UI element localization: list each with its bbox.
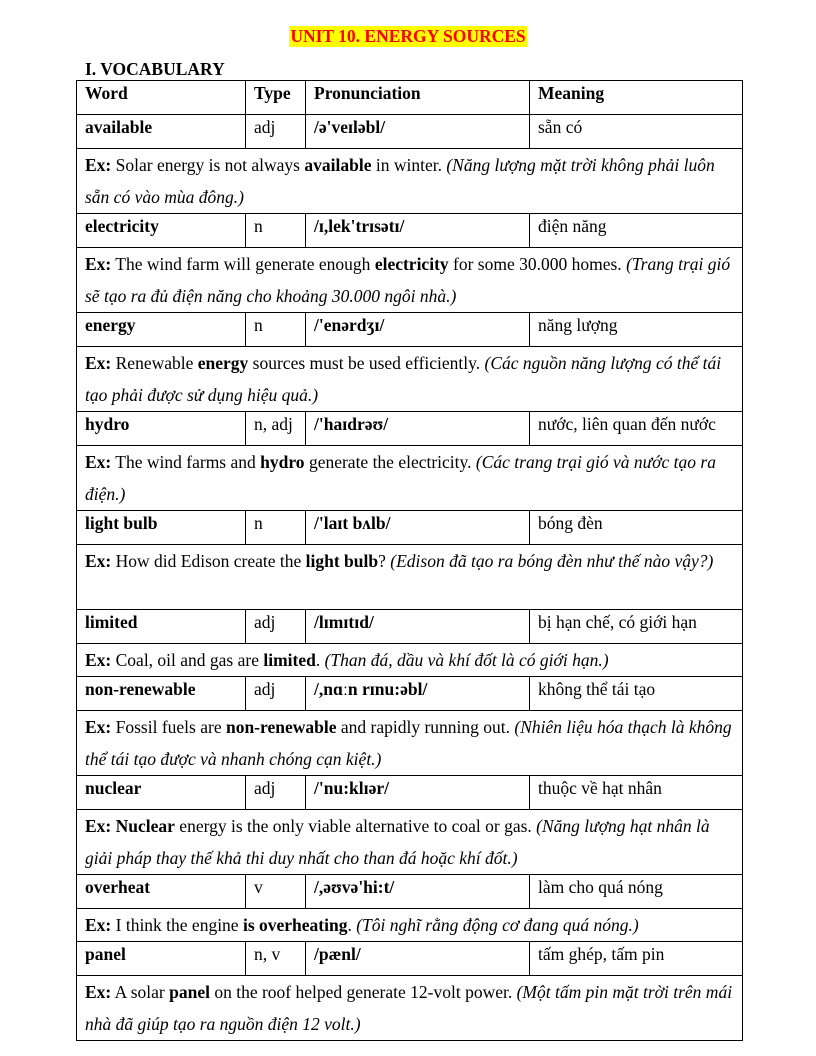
vocab-row xyxy=(77,677,743,711)
vocab-row xyxy=(77,214,743,248)
example-text: . xyxy=(347,915,357,935)
example-row xyxy=(77,810,743,875)
vocab-row xyxy=(77,115,743,149)
example-translation: (Các trang trại gió và nước tạo ra điện.) xyxy=(85,452,716,504)
header-word: Word xyxy=(77,81,246,115)
example-text: sources must be used efficiently. xyxy=(248,353,485,373)
vocab-pronunciation: /,nɑːn rɪnu:əbl/ xyxy=(306,677,530,711)
example-text: ? xyxy=(378,551,391,571)
header-pronunciation: Pronunciation xyxy=(306,81,530,115)
example-translation: (Năng lượng mặt trời không phải luôn sẵn có vào mùa đông.) xyxy=(85,155,715,207)
example-label: Ex: xyxy=(85,452,112,472)
example-translation: (Các nguồn năng lượng có thể tái tạo phải được sử dụng hiệu quả.) xyxy=(85,353,722,405)
example-label: Ex: xyxy=(85,155,112,175)
vocab-word: panel xyxy=(77,942,246,976)
example-keyword: available xyxy=(304,155,372,175)
example-label: Ex: xyxy=(85,254,112,274)
vocab-meaning: năng lượng xyxy=(530,313,743,347)
example-label: Ex: xyxy=(85,915,112,935)
vocab-pronunciation: /'enərdʒɪ/ xyxy=(306,313,530,347)
example-row xyxy=(77,976,743,1041)
vocab-meaning: sẵn có xyxy=(530,115,743,149)
example-text: generate the electricity. xyxy=(304,452,476,472)
example-text: energy is the only viable alternative to coal or gas. xyxy=(174,816,537,836)
header-meaning: Meaning xyxy=(530,81,743,115)
example-text: I think the engine xyxy=(111,915,243,935)
vocab-type: n xyxy=(246,511,306,545)
example-translation: (Một tấm pin mặt trời trên mái nhà đã giúp tạo ra nguồn điện 12 volt.) xyxy=(85,982,733,1034)
example-text: Coal, oil and gas are xyxy=(111,650,264,670)
vocab-word: non-renewable xyxy=(77,677,246,711)
example-keyword: non-renewable xyxy=(225,717,337,737)
example-translation: (Than đá, dầu và khí đốt là có giới hạn.) xyxy=(324,650,609,670)
example-sentence xyxy=(77,149,743,214)
example-text: on the roof helped generate 12-volt power. xyxy=(209,982,517,1002)
vocab-row xyxy=(77,942,743,976)
page-title: UNIT 10. ENERGY SOURCES xyxy=(290,26,526,46)
vocab-row xyxy=(77,875,743,909)
example-sentence xyxy=(77,976,743,1041)
vocab-meaning: thuộc về hạt nhân xyxy=(530,776,743,810)
vocab-pronunciation: /'nu:klɪər/ xyxy=(306,776,530,810)
example-keyword: hydro xyxy=(260,452,305,472)
example-row xyxy=(77,711,743,776)
example-label: Ex: xyxy=(85,816,112,836)
vocab-word: available xyxy=(77,115,246,149)
example-text: for some 30.000 homes. xyxy=(448,254,627,274)
vocab-word: overheat xyxy=(77,875,246,909)
vocab-type: n xyxy=(246,313,306,347)
example-keyword: electricity xyxy=(374,254,449,274)
vocab-type: n, v xyxy=(246,942,306,976)
vocab-type: adj xyxy=(246,776,306,810)
example-row xyxy=(77,149,743,214)
vocab-row xyxy=(77,511,743,545)
example-row xyxy=(77,644,743,677)
example-label: Ex: xyxy=(85,353,112,373)
vocab-row xyxy=(77,776,743,810)
vocab-meaning: không thể tái tạo xyxy=(530,677,743,711)
vocab-word: hydro xyxy=(77,412,246,446)
example-text: How did Edison create the xyxy=(111,551,306,571)
vocab-meaning: bóng đèn xyxy=(530,511,743,545)
example-keyword: is overheating xyxy=(242,915,348,935)
example-keyword: Nuclear xyxy=(115,816,175,836)
example-text: and rapidly running out. xyxy=(336,717,515,737)
example-label: Ex: xyxy=(85,551,112,571)
example-sentence xyxy=(77,644,743,677)
vocab-type: n xyxy=(246,214,306,248)
example-label: Ex: xyxy=(85,650,112,670)
example-row xyxy=(77,446,743,511)
vocab-pronunciation: /'laɪt bʌlb/ xyxy=(306,511,530,545)
example-translation: (Edison đã tạo ra bóng đèn như thế nào vậy?) xyxy=(390,551,714,571)
section-heading: I. VOCABULARY xyxy=(85,59,225,79)
vocab-pronunciation: /'haɪdrəʊ/ xyxy=(306,412,530,446)
vocab-type: adj xyxy=(246,115,306,149)
vocabulary-table xyxy=(76,80,743,1041)
vocab-meaning: nước, liên quan đến nước xyxy=(530,412,743,446)
vocab-word: light bulb xyxy=(77,511,246,545)
vocab-type: adj xyxy=(246,677,306,711)
example-text: The wind farm will generate enough xyxy=(111,254,375,274)
vocab-pronunciation: /ɪ,lek'trɪsətɪ/ xyxy=(306,214,530,248)
example-translation: (Năng lượng hạt nhân là giải pháp thay thế khả thi duy nhất cho than đá hoặc khí đốt.) xyxy=(85,816,710,868)
vocab-word: electricity xyxy=(77,214,246,248)
vocab-row xyxy=(77,313,743,347)
example-sentence xyxy=(77,248,743,313)
vocab-row xyxy=(77,412,743,446)
example-row xyxy=(77,545,743,610)
example-translation: (Trang trại gió sẽ tạo ra đủ điện năng cho khoảng 30.000 ngôi nhà.) xyxy=(85,254,731,306)
example-row xyxy=(77,248,743,313)
example-text: in winter. xyxy=(371,155,447,175)
example-translation: (Nhiên liệu hóa thạch là không thể tái tạo được và nhanh chóng cạn kiệt.) xyxy=(85,717,732,769)
example-translation: (Tôi nghĩ rằng động cơ đang quá nóng.) xyxy=(356,915,639,935)
vocab-pronunciation: /pænl/ xyxy=(306,942,530,976)
example-row xyxy=(77,347,743,412)
vocab-pronunciation: /ə'veɪləbl/ xyxy=(306,115,530,149)
example-sentence xyxy=(77,545,743,610)
example-text: The wind farms and xyxy=(111,452,261,472)
example-row xyxy=(77,909,743,942)
vocab-word: nuclear xyxy=(77,776,246,810)
example-text: . xyxy=(315,650,325,670)
example-keyword: energy xyxy=(197,353,249,373)
vocab-meaning: tấm ghép, tấm pin xyxy=(530,942,743,976)
vocab-type: adj xyxy=(246,610,306,644)
example-sentence xyxy=(77,347,743,412)
vocab-word: limited xyxy=(77,610,246,644)
vocab-pronunciation: /lɪmɪtɪd/ xyxy=(306,610,530,644)
vocab-meaning: bị hạn chế, có giới hạn xyxy=(530,610,743,644)
example-keyword: panel xyxy=(169,982,210,1002)
example-text: A solar xyxy=(111,982,170,1002)
vocab-meaning: điện năng xyxy=(530,214,743,248)
table-header-row xyxy=(77,81,743,115)
vocab-pronunciation: /,əʊvə'hi:t/ xyxy=(306,875,530,909)
vocab-row xyxy=(77,610,743,644)
example-label: Ex: xyxy=(85,982,112,1002)
example-sentence xyxy=(77,711,743,776)
vocab-meaning: làm cho quá nóng xyxy=(530,875,743,909)
vocab-type: n, adj xyxy=(246,412,306,446)
example-keyword: light bulb xyxy=(305,551,379,571)
example-sentence xyxy=(77,909,743,942)
example-sentence xyxy=(77,810,743,875)
example-label: Ex: xyxy=(85,717,112,737)
example-text: Renewable xyxy=(111,353,198,373)
example-text: Solar energy is not always xyxy=(111,155,305,175)
example-sentence xyxy=(77,446,743,511)
vocab-word: energy xyxy=(77,313,246,347)
example-keyword: limited xyxy=(263,650,316,670)
example-text: Fossil fuels are xyxy=(111,717,226,737)
vocab-type: v xyxy=(246,875,306,909)
header-type: Type xyxy=(246,81,306,115)
